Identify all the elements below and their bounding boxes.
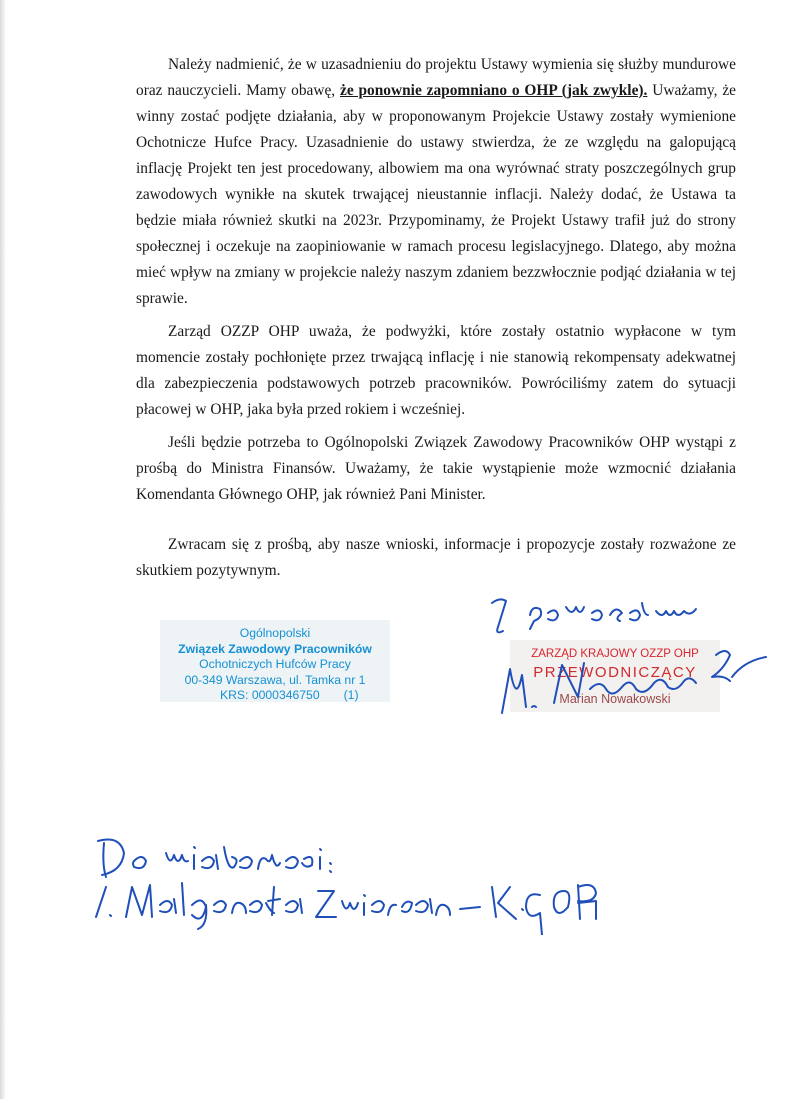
paragraph-3: Jeśli będzie potrzeba to Ogólnopolski Związek Zawodowy Pracowników OHP wystąpi z prośbą do Ministra Finansów. Uważamy, że takie wystąpienie może wzmocnić działania Komendanta Głównego OHP, jak również Pani Minister.	[136, 434, 736, 503]
letter-body	[136, 52, 736, 591]
paragraph-1-emphasis: że ponownie zapomniano o OHP (jak zwykle).	[339, 82, 648, 99]
handwritten-signature	[470, 585, 790, 725]
union-stamp-line-2: Związek Zawodowy Pracowników	[178, 641, 372, 656]
chairman-stamp-name: Marian Nowakowski	[559, 692, 671, 706]
closing-paragraph: Zwracam się z prośbą, aby nasze wnioski, informacje i propozycje zostały rozważone ze skutkiem pozytywnym.	[136, 536, 736, 579]
chairman-stamp-role: PRZEWODNICZĄCY	[533, 664, 697, 681]
union-stamp-krs-line	[160, 688, 390, 704]
paragraph-2: Zarząd OZZP OHP uważa, że podwyżki, które zostały ostatnio wypłacone w tym momencie zostały pochłonięte przez trwającą inflację i nie stanowią rekompensaty adekwatnej dla zabezpieczenia podstawowych potrzeb pracowników. Powróciliśmy zatem do sytuacji płacowej w OHP, jaka była przed rokiem i wcześniej.	[136, 323, 736, 418]
signature-area	[470, 585, 790, 725]
union-stamp-line-3: Ochotniczych Hufców Pracy	[199, 657, 351, 671]
handwritten-cc-ink	[90, 825, 610, 935]
paragraph-1-text-start: Należy nadmienić, że w uzasadnieniu do projektu Ustawy wymienia się służby mundurowe oraz nauczycieli. Mamy obawę,	[136, 56, 736, 99]
union-stamp	[160, 620, 390, 702]
union-stamp-krs: KRS: 0000346750	[220, 688, 320, 702]
union-stamp-line-4: 00-349 Warszawa, ul. Tamka nr 1	[184, 672, 366, 687]
handwritten-cc-note	[90, 825, 610, 935]
union-stamp-line-1: Ogólnopolski	[239, 626, 311, 640]
chairman-stamp-org: ZARZĄD KRAJOWY OZZP OHP	[531, 648, 699, 660]
union-stamp-code: (1)	[343, 688, 359, 702]
paragraph-1-text-end: Uważamy, że winny zostać podjęte działania, aby w proponowanym Projekcie Ustawy zostały wymienione Ochotnicze Hufce Pracy. Uzasadnienie do ustawy stwierdza, że ze względu na galopującą inflację Projekt ten jest procedowany, albowiem ma ona wyrównać straty poszczególnych grup zawodowych wynikłe na skutek trwającej nieustannie inflacji. Należy dodać, że Ustawa ta będzie miała również skutki na 2023r. Przypominamy, że Projekt Ustawy trafił już do strony społecznej i oczekuje na zaopiniowanie w ramach procesu legislacyjnego. Dlatego, aby można mieć wpływ na zmiany w projekcie należy naszym zdaniem bezzwłocznie podjąć działania w tej sprawie.	[136, 82, 736, 307]
paragraph-1	[136, 52, 736, 312]
scan-edge-shadow	[0, 0, 6, 1099]
